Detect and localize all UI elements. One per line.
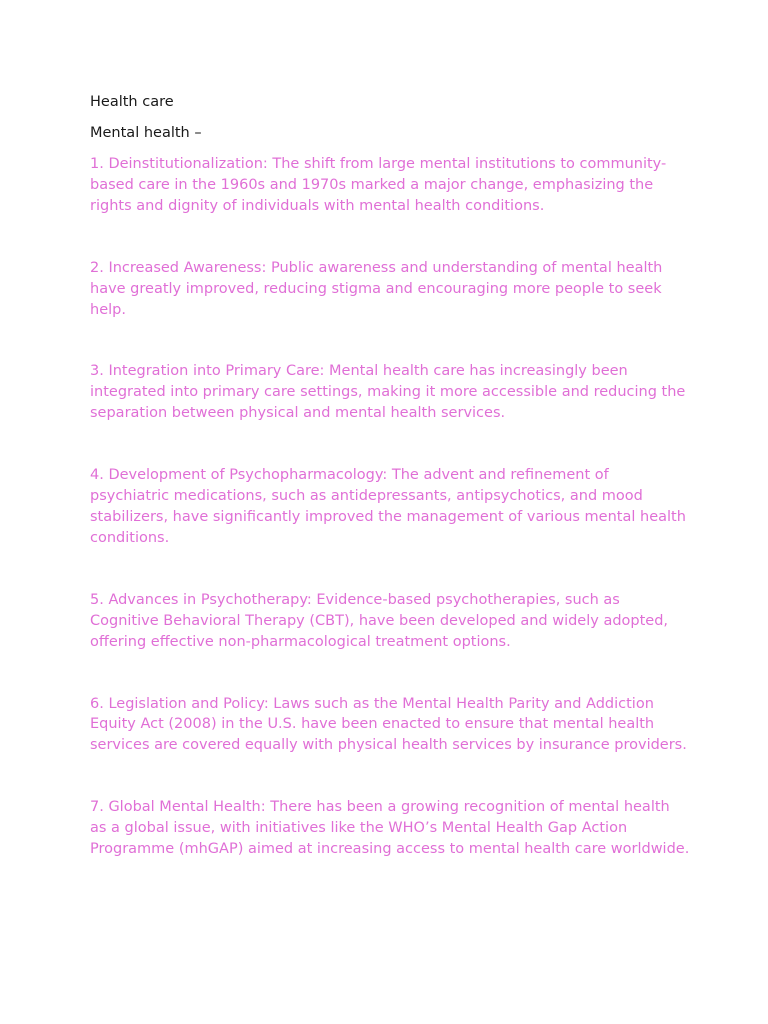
list-item: 5. Advances in Psychotherapy: Evidence-based psychotherapies, such as Cognitive Behavioral Therapy (CBT), have been developed and widely adopted, offering effective non-pharmacological treatment options. (90, 591, 669, 650)
document-title: Health care (90, 94, 174, 110)
list-item: 6. Legislation and Policy: Laws such as the Mental Health Parity and Addiction Equity Act (2008) in the U.S. have been enacted to ensure that mental health services are covered equally with physical health services by insurance providers. (90, 695, 687, 754)
document-page (90, 92, 690, 901)
list-item: 7. Global Mental Health: There has been a growing recognition of mental health as a global issue, with initiatives like the WHO’s Mental Health Gap Action Programme (mhGAP) aimed at increasing access to mental health care worldwide. (90, 799, 690, 858)
list-item: 2. Increased Awareness: Public awareness and understanding of mental health have greatly improved, reducing stigma and encouraging more people to seek help. (90, 259, 663, 318)
list-item: 4. Development of Psychopharmacology: The advent and refinement of psychiatric medications, such as antidepressants, antipsychotics, and mood stabilizers, have significantly improved the management of various mental health conditions. (90, 467, 686, 546)
numbered-list (90, 154, 690, 860)
section-heading: Mental health – (90, 125, 202, 141)
list-item: 3. Integration into Primary Care: Mental health care has increasingly been integrated into primary care settings, making it more accessible and reducing the separation between physical and mental health services. (90, 363, 686, 422)
list-item: 1. Deinstitutionalization: The shift from large mental institutions to community-based care in the 1960s and 1970s marked a major change, emphasizing the rights and dignity of individuals with mental health conditions. (90, 156, 667, 214)
